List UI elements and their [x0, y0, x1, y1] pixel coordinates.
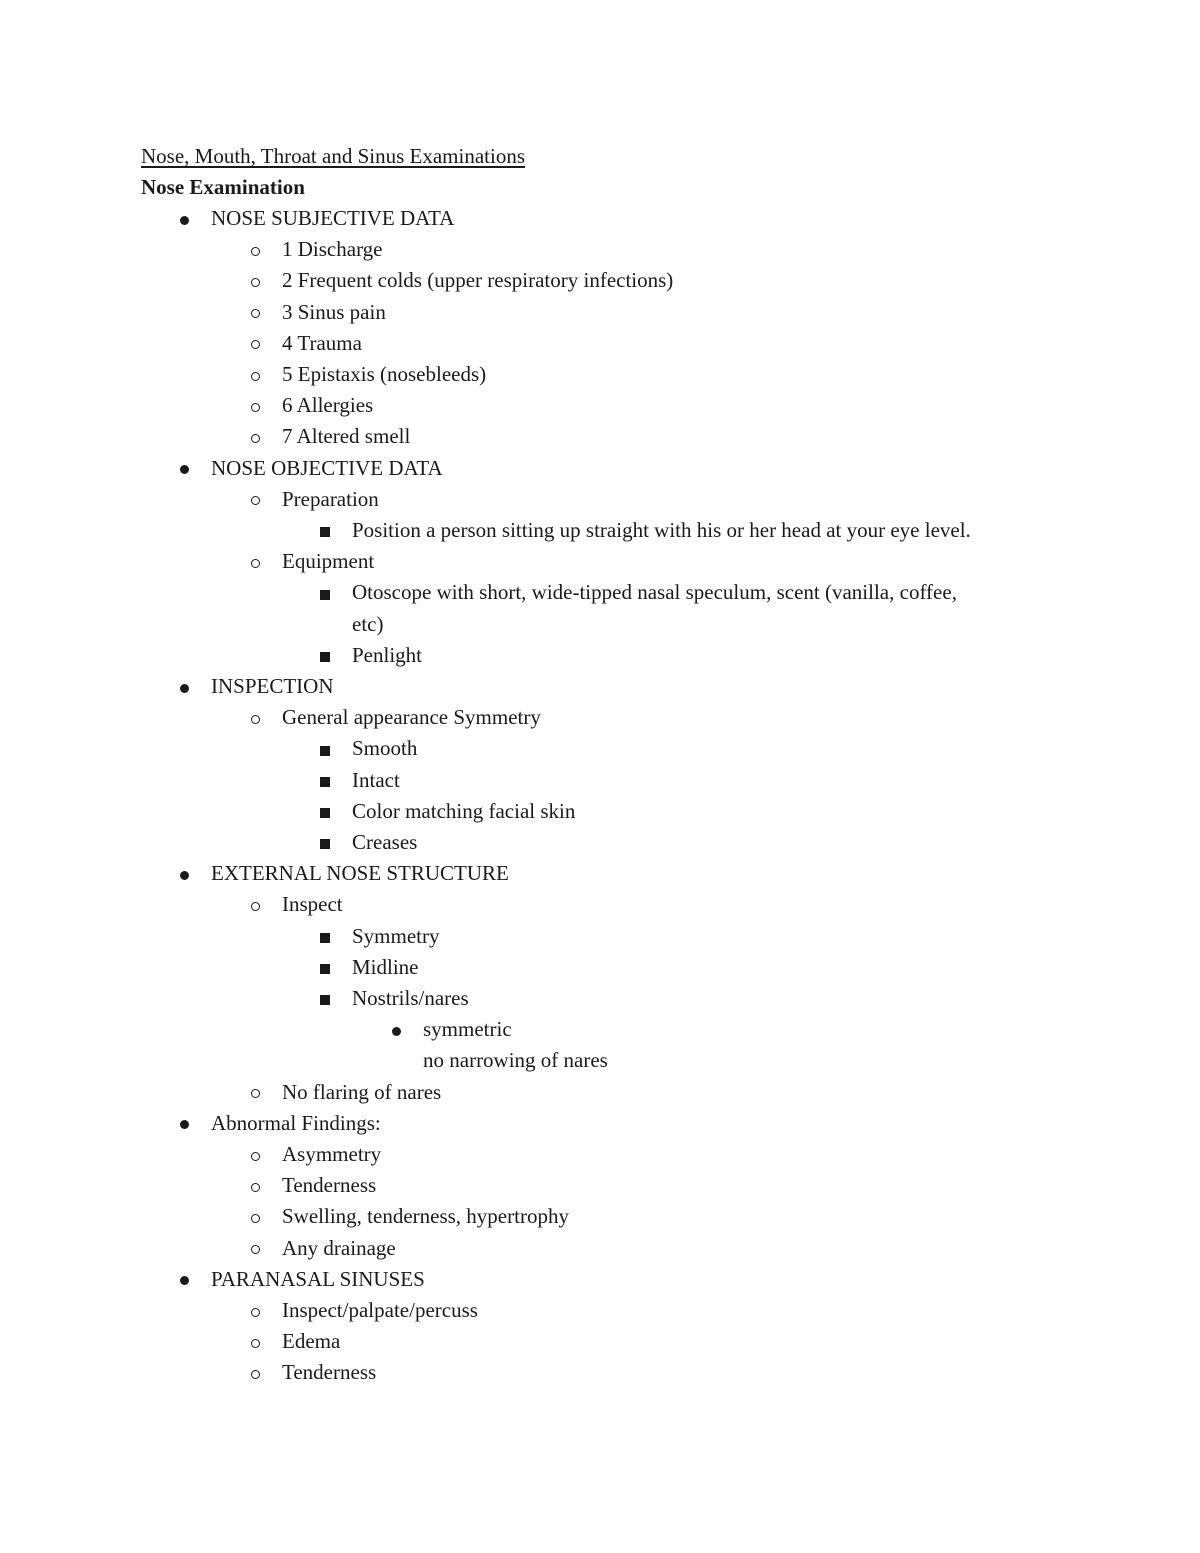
- list-item: [0, 983, 1140, 1014]
- bullet-square-icon: [313, 733, 337, 764]
- bullet-circle-icon: [243, 1233, 267, 1264]
- list-item-text: Otoscope with short, wide-tipped nasal speculum, scent (vanilla, coffee,: [352, 580, 957, 605]
- list-item: [0, 1233, 1140, 1264]
- list-item: [0, 515, 1140, 546]
- list-item: [0, 1357, 1140, 1388]
- list-item: [0, 952, 1140, 983]
- list-item-text: 6 Allergies: [282, 393, 374, 418]
- list-item-text: no narrowing of nares: [423, 1048, 608, 1073]
- list-item-text: Penlight: [352, 642, 423, 667]
- bullet-circle-icon: [243, 1201, 267, 1232]
- list-item: [0, 702, 1140, 733]
- list-item-text: 7 Altered smell: [282, 424, 411, 449]
- list-item-text: 1 Discharge: [282, 237, 383, 262]
- list-item-text: EXTERNAL NOSE STRUCTURE: [211, 861, 509, 886]
- list-item: [0, 1326, 1140, 1357]
- bullet-circle-icon: [243, 889, 267, 920]
- list-item-text: General appearance Symmetry: [282, 705, 541, 730]
- list-item-text: Swelling, tenderness, hypertrophy: [282, 1204, 569, 1229]
- list-item: [0, 640, 1140, 671]
- list-item-text: No flaring of nares: [282, 1079, 442, 1104]
- list-item-text: Equipment: [282, 549, 375, 574]
- list-item-text: Smooth: [352, 736, 418, 761]
- bullet-square-icon: [313, 515, 337, 546]
- bullet-circle-icon: [243, 390, 267, 421]
- bullet-circle-icon: [243, 546, 267, 577]
- list-item: [0, 1108, 1140, 1139]
- bullet-circle-icon: [243, 359, 267, 390]
- bullet-square-icon: [313, 983, 337, 1014]
- bullet-disc-icon: [172, 203, 196, 234]
- list-item: [0, 359, 1140, 390]
- list-item: [0, 234, 1140, 265]
- list-item: [0, 827, 1140, 858]
- list-item-text: INSPECTION: [211, 674, 334, 698]
- bullet-circle-icon: [243, 234, 267, 265]
- bullet-disc-icon: [384, 1014, 408, 1045]
- list-item: [0, 889, 1140, 920]
- list-item-text: Symmetry: [352, 923, 440, 948]
- list-item: [0, 484, 1140, 515]
- list-item-text: Tenderness: [282, 1173, 377, 1198]
- document-title: Nose, Mouth, Throat and Sinus Examinations: [141, 144, 525, 168]
- list-item: [0, 453, 1140, 484]
- bullet-circle-icon: [243, 702, 267, 733]
- list-item: [0, 671, 1140, 702]
- bullet-circle-icon: [243, 328, 267, 359]
- list-item-text: 4 Trauma: [282, 330, 362, 355]
- list-item-text: Inspect: [282, 892, 343, 917]
- bullet-circle-icon: [243, 1139, 267, 1170]
- list-item: [0, 1139, 1140, 1170]
- list-item-text: Position a person sitting up straight with his or her head at your eye level.: [352, 518, 971, 542]
- bullet-circle-icon: [243, 1357, 267, 1388]
- list-item-text: 2 Frequent colds (upper respiratory infections): [282, 268, 674, 293]
- bullet-circle-icon: [243, 1170, 267, 1201]
- list-item: [0, 765, 1140, 796]
- bullet-circle-icon: [243, 265, 267, 296]
- list-item: [0, 265, 1140, 296]
- bullet-square-icon: [313, 640, 337, 671]
- list-item: [0, 796, 1140, 827]
- bullet-square-icon: [313, 577, 337, 608]
- list-item-text: 5 Epistaxis (nosebleeds): [282, 362, 487, 386]
- list-item-text: Preparation: [282, 486, 379, 511]
- list-item-text: Tenderness: [282, 1360, 377, 1385]
- list-item: [0, 1014, 1140, 1045]
- bullet-square-icon: [313, 827, 337, 858]
- bullet-circle-icon: [243, 1295, 267, 1326]
- list-item: [0, 921, 1140, 952]
- list-item-text: symmetric: [423, 1017, 512, 1042]
- list-item: [0, 609, 1140, 640]
- list-item: [0, 858, 1140, 889]
- bullet-square-icon: [313, 921, 337, 952]
- bullet-circle-icon: [243, 421, 267, 452]
- list-item-text: PARANASAL SINUSES: [211, 1266, 425, 1291]
- bullet-circle-icon: [243, 297, 267, 328]
- list-item: [0, 328, 1140, 359]
- bullet-disc-icon: [172, 453, 196, 484]
- list-item-text: Creases: [352, 830, 418, 854]
- bullet-circle-icon: [243, 1077, 267, 1108]
- list-item-text: Asymmetry: [282, 1142, 382, 1166]
- bullet-disc-icon: [172, 1264, 196, 1295]
- list-item: [0, 733, 1140, 764]
- list-item-text: Inspect/palpate/percuss: [282, 1298, 478, 1322]
- list-item-text: Any drainage: [282, 1235, 396, 1260]
- list-item-text: etc): [352, 611, 384, 636]
- list-item: [0, 546, 1140, 577]
- bullet-square-icon: [313, 765, 337, 796]
- list-item: [0, 1045, 1140, 1076]
- bullet-disc-icon: [172, 671, 196, 702]
- list-item: [0, 421, 1140, 452]
- list-item-text: Nostrils/nares: [352, 986, 469, 1010]
- bullet-square-icon: [313, 952, 337, 983]
- list-item: [0, 577, 1140, 608]
- list-item: [0, 390, 1140, 421]
- list-item: [0, 1201, 1140, 1232]
- list-item-text: NOSE SUBJECTIVE DATA: [211, 206, 455, 230]
- bullet-square-icon: [313, 796, 337, 827]
- list-item: [0, 1295, 1140, 1326]
- bullet-circle-icon: [243, 484, 267, 515]
- list-item: [0, 1264, 1140, 1295]
- bullet-circle-icon: [243, 1326, 267, 1357]
- list-item-text: NOSE OBJECTIVE DATA: [211, 455, 443, 480]
- list-item-text: Abnormal Findings:: [211, 1110, 381, 1135]
- list-item-text: Midline: [352, 954, 419, 979]
- bullet-disc-icon: [172, 858, 196, 889]
- list-item-text: 3 Sinus pain: [282, 299, 386, 324]
- bullet-disc-icon: [172, 1108, 196, 1139]
- list-item-text: Intact: [352, 767, 400, 792]
- list-item: [0, 1170, 1140, 1201]
- list-item: [0, 297, 1140, 328]
- list-item-text: Color matching facial skin: [352, 798, 576, 823]
- list-item: [0, 203, 1140, 234]
- section-heading: Nose Examination: [141, 175, 305, 199]
- list-item-text: Edema: [282, 1329, 341, 1354]
- list-item: [0, 1077, 1140, 1108]
